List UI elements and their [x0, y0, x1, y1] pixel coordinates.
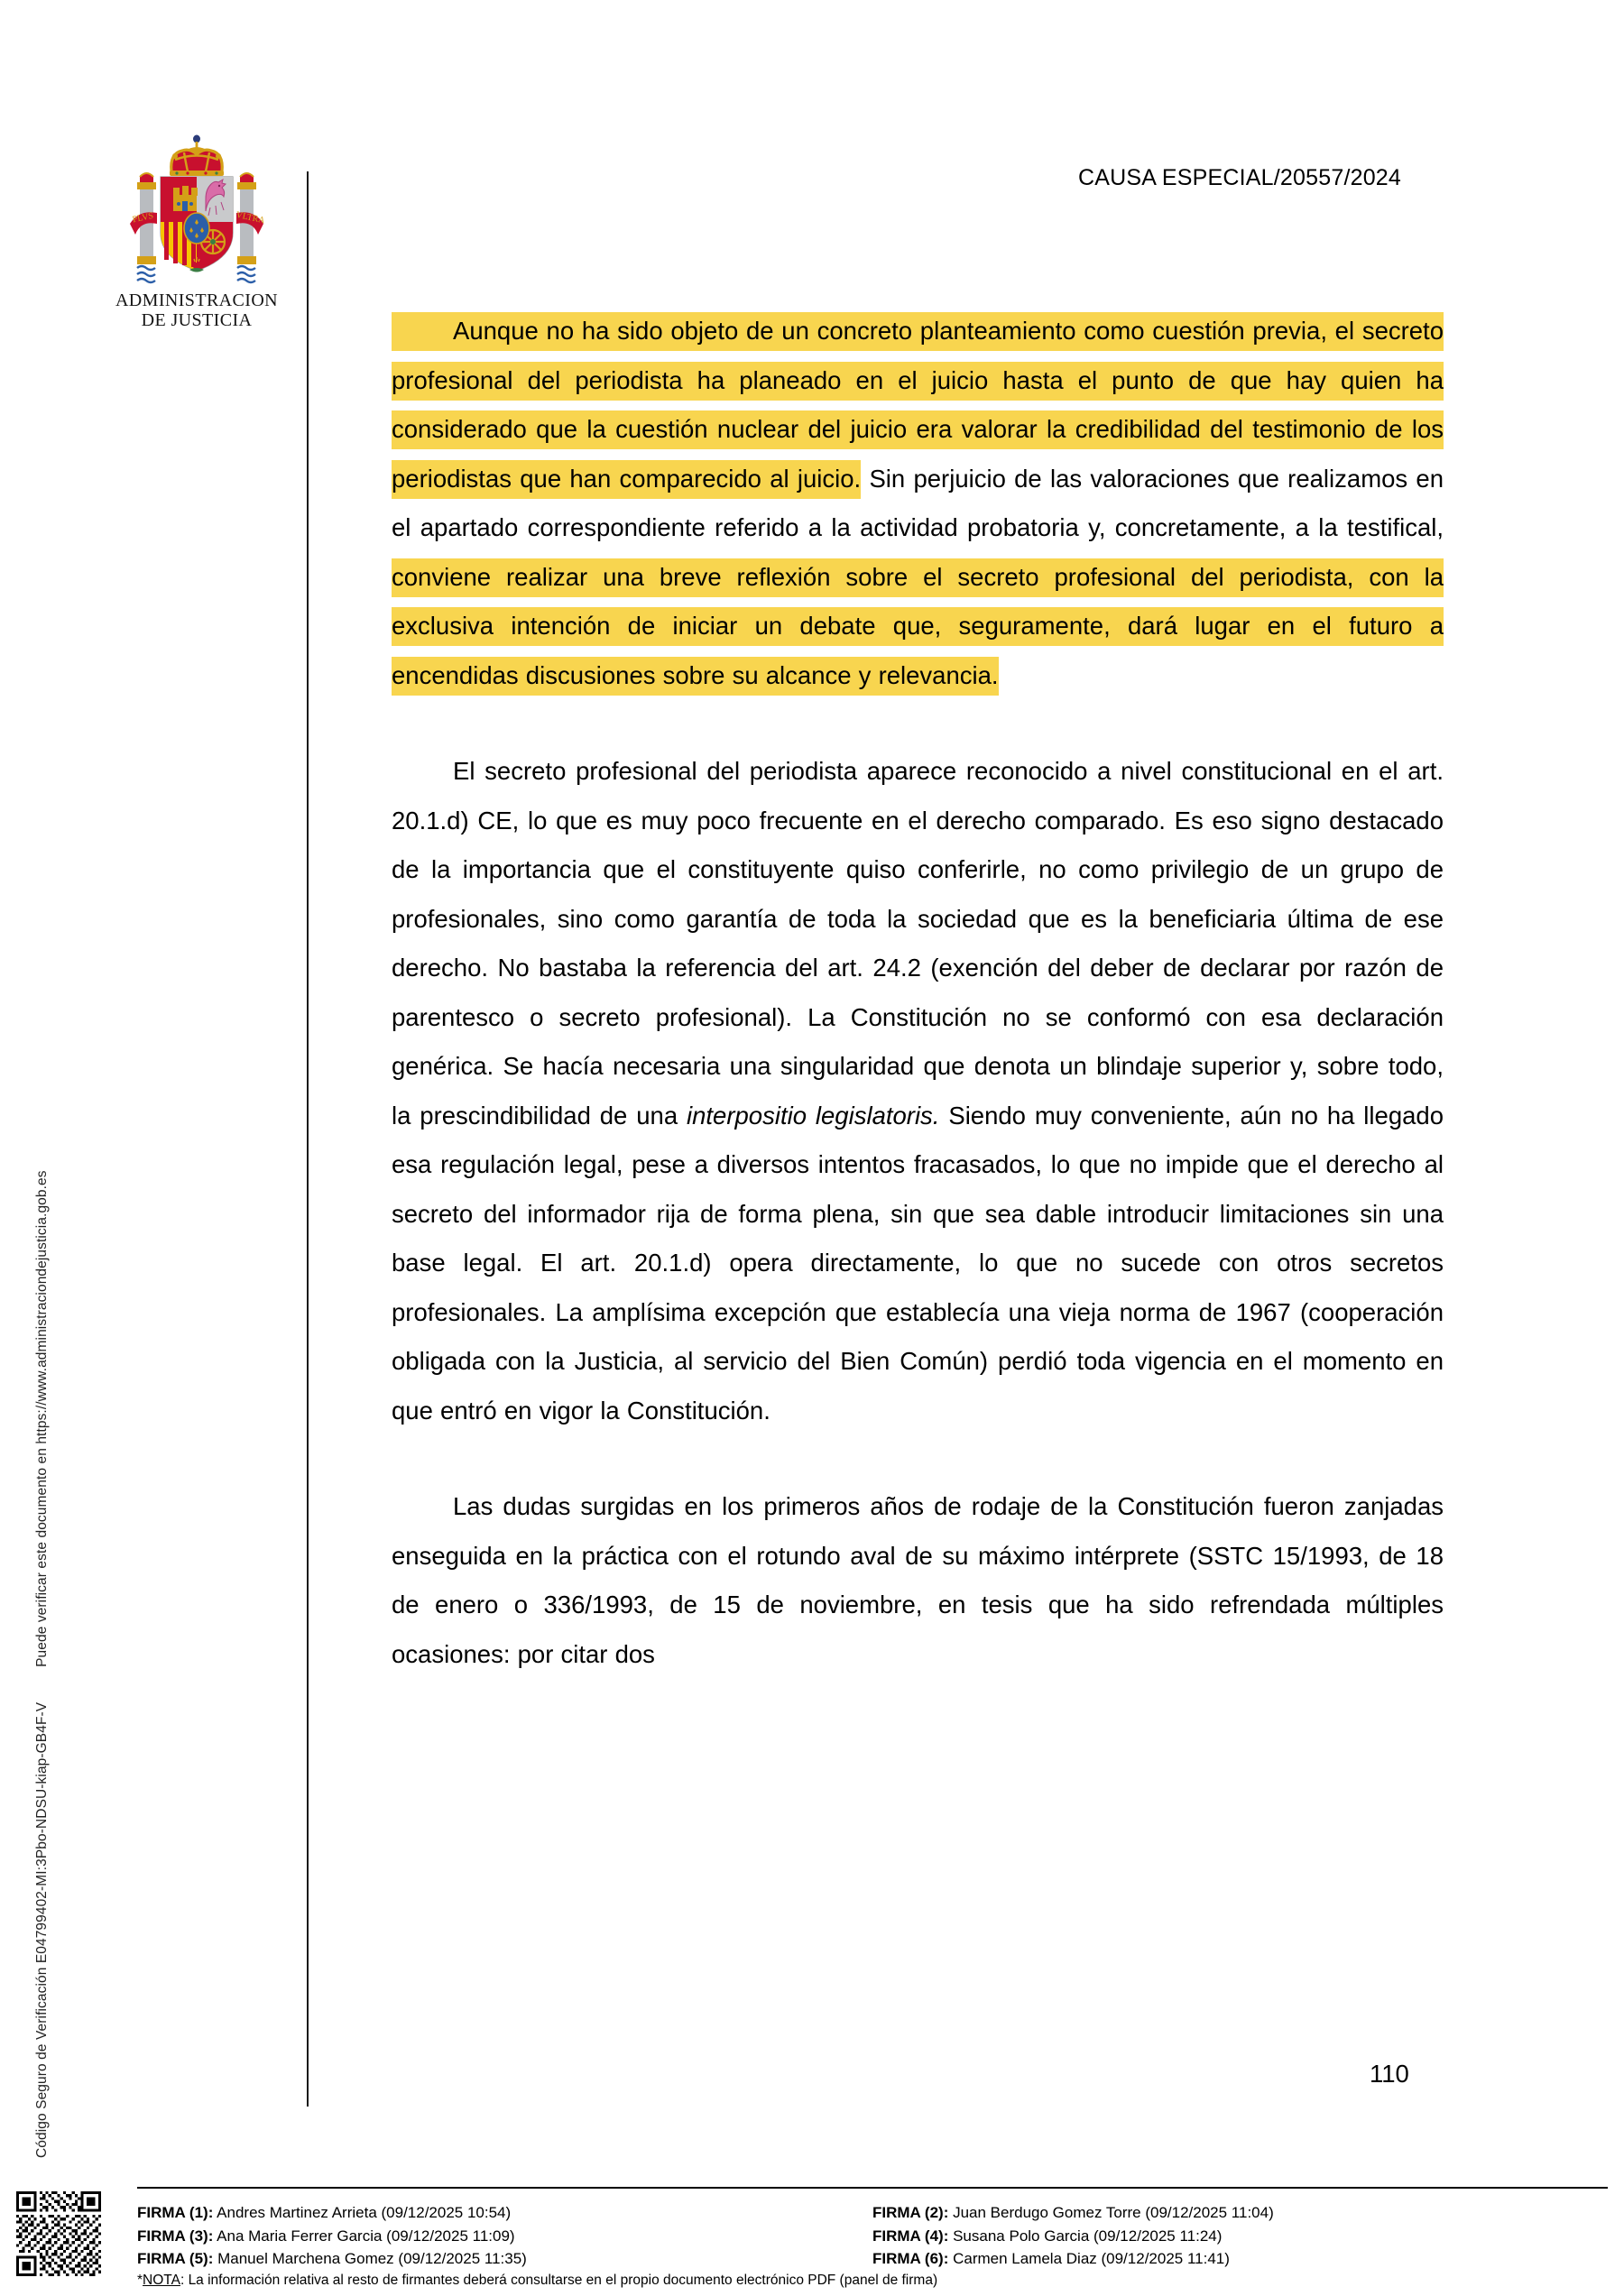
- emblem-caption-line2: DE JUSTICIA: [141, 310, 253, 331]
- signature-entry-6: [872, 2247, 1608, 2271]
- verification-code-text: Código Seguro de Verificación E04799402-MI:3Pbo-NDSU-kiap-GB4F-V: [34, 1701, 50, 2158]
- signature-label-1: FIRMA (1):: [137, 2204, 214, 2221]
- signature-value-4: Susana Polo Garcia (09/12/2025 11:24): [953, 2227, 1223, 2245]
- emblem-caption: [106, 290, 287, 331]
- signature-row: [137, 2225, 1608, 2248]
- note-body: : La información relativa al resto de firmantes deberá consultarse en el propio documento electrónico PDF (panel de firma): [180, 2273, 938, 2288]
- signature-label-2: FIRMA (2):: [872, 2204, 949, 2221]
- spain-coat-of-arms-icon: [117, 126, 276, 289]
- margin-divider-rule: [307, 171, 309, 2107]
- document-body: [392, 307, 1444, 1726]
- signature-value-3: Ana Maria Ferrer Garcia (09/12/2025 11:09): [217, 2227, 515, 2245]
- signature-entry-2: [872, 2201, 1608, 2225]
- paragraph-2: [392, 747, 1444, 1435]
- signature-entry-3: [137, 2225, 872, 2248]
- signature-row: [137, 2201, 1608, 2225]
- signature-value-1: Andres Martinez Arrieta (09/12/2025 10:54): [217, 2204, 512, 2221]
- signature-value-2: Juan Berdugo Gomez Torre (09/12/2025 11:04): [953, 2204, 1274, 2221]
- note-asterisk: *: [137, 2273, 143, 2288]
- emblem-caption-line1: ADMINISTRACION: [115, 290, 279, 310]
- signature-entry-1: [137, 2201, 872, 2225]
- verification-sidebar-text: [34, 1075, 51, 2158]
- signature-note: [137, 2272, 937, 2290]
- qr-code-icon: [16, 2190, 101, 2277]
- paragraph-2-segment-1: El secreto profesional del periodista aparece reconocido a nivel constitucional en el art. 20.1.d) CE, lo que es muy poco frecuente en el derecho comparado. Es eso signo destacado de la importancia que el constituyente quiso conferirle, no como privilegio de un grupo de profesionales, sino como garantía de toda la sociedad que es la beneficiaria última de ese derecho. No bastaba la referencia del art. 24.2 (exención del deber de declarar por razón de parentesco o secreto profesional). La Constitución no se conformó con esa declaración genérica. Se hacía necesaria una singularidad que denota un blindaje superior y, sobre todo, la prescindibilidad de una: [392, 757, 1444, 1130]
- footer-separator-rule: [137, 2187, 1608, 2189]
- verification-url-text: Puede verificar este documento en https://www.administraciondejusticia.gob.es: [34, 1170, 50, 1667]
- paragraph-1-highlight-b: conviene realizar una breve reflexión sobre el secreto profesional del periodista, con la exclusiva intención de iniciar un debate que, seguramente, dará lugar en el futuro a encendidas discusiones sobre su alcance y relevancia.: [392, 558, 1444, 696]
- paragraph-2-segment-3: Siendo muy conveniente, aún no ha llegado esa regulación legal, pese a diversos intentos fracasados, lo que no impide que el derecho al secreto del informador rija de forma plena, sin que sea dable introducir limitaciones sin una base legal. El art. 20.1.d) opera directamente, lo que no sucede con otros secretos profesionales. La amplísima excepción que establecía una vieja norma de 1967 (cooperación obligada con la Justicia, al servicio del Bien Común) perdió toda vigencia en el momento en que entró en vigor la Constitución.: [392, 1101, 1444, 1425]
- signature-entry-4: [872, 2225, 1608, 2248]
- paragraph-3: [392, 1482, 1444, 1679]
- paragraph-2-latin-term: interpositio legislatoris.: [687, 1101, 940, 1130]
- signature-entry-5: [137, 2247, 872, 2271]
- signature-value-5: Manuel Marchena Gomez (09/12/2025 11:35): [217, 2250, 527, 2267]
- signature-label-4: FIRMA (4):: [872, 2227, 949, 2245]
- paragraph-1-highlight-a: Aunque no ha sido objeto de un concreto planteamiento como cuestión previa, el secreto profesional del periodista ha planeado en el juicio hasta el punto de que hay quien ha considerado que la cuestión nuclear del juicio era valorar la credibilidad del testimonio de los periodistas que han comparecido al juicio.: [392, 317, 1444, 493]
- signature-block: [137, 2201, 1608, 2271]
- administration-of-justice-emblem: [106, 126, 287, 331]
- page-number: 110: [1370, 2060, 1409, 2088]
- case-reference-header: CAUSA ESPECIAL/20557/2024: [1078, 165, 1402, 190]
- signature-row: [137, 2247, 1608, 2271]
- svg-text:VLTRA: VLTRA: [235, 209, 266, 226]
- signature-label-3: FIRMA (3):: [137, 2227, 214, 2245]
- note-keyword: NOTA: [143, 2273, 180, 2288]
- paragraph-1-plain: Sin perjuicio de las valoraciones que realizamos en el apartado correspondiente referido a la actividad probatoria y, concretamente, a la testifical,: [392, 464, 1444, 541]
- signature-value-6: Carmen Lamela Diaz (09/12/2025 11:41): [953, 2250, 1230, 2267]
- signature-label-6: FIRMA (6):: [872, 2250, 949, 2267]
- paragraph-3-text: Las dudas surgidas en los primeros años de rodaje de la Constitución fueron zanjadas enseguida en la práctica con el rotundo aval de su máximo intérprete (SSTC 15/1993, de 18 de enero o 336/1993, de 15 de noviembre, en tesis que ha sido refrendada múltiples ocasiones: por citar dos: [392, 1492, 1444, 1668]
- signature-label-5: FIRMA (5):: [137, 2250, 214, 2267]
- paragraph-1: [392, 307, 1444, 700]
- svg-text:PLVS: PLVS: [131, 210, 155, 226]
